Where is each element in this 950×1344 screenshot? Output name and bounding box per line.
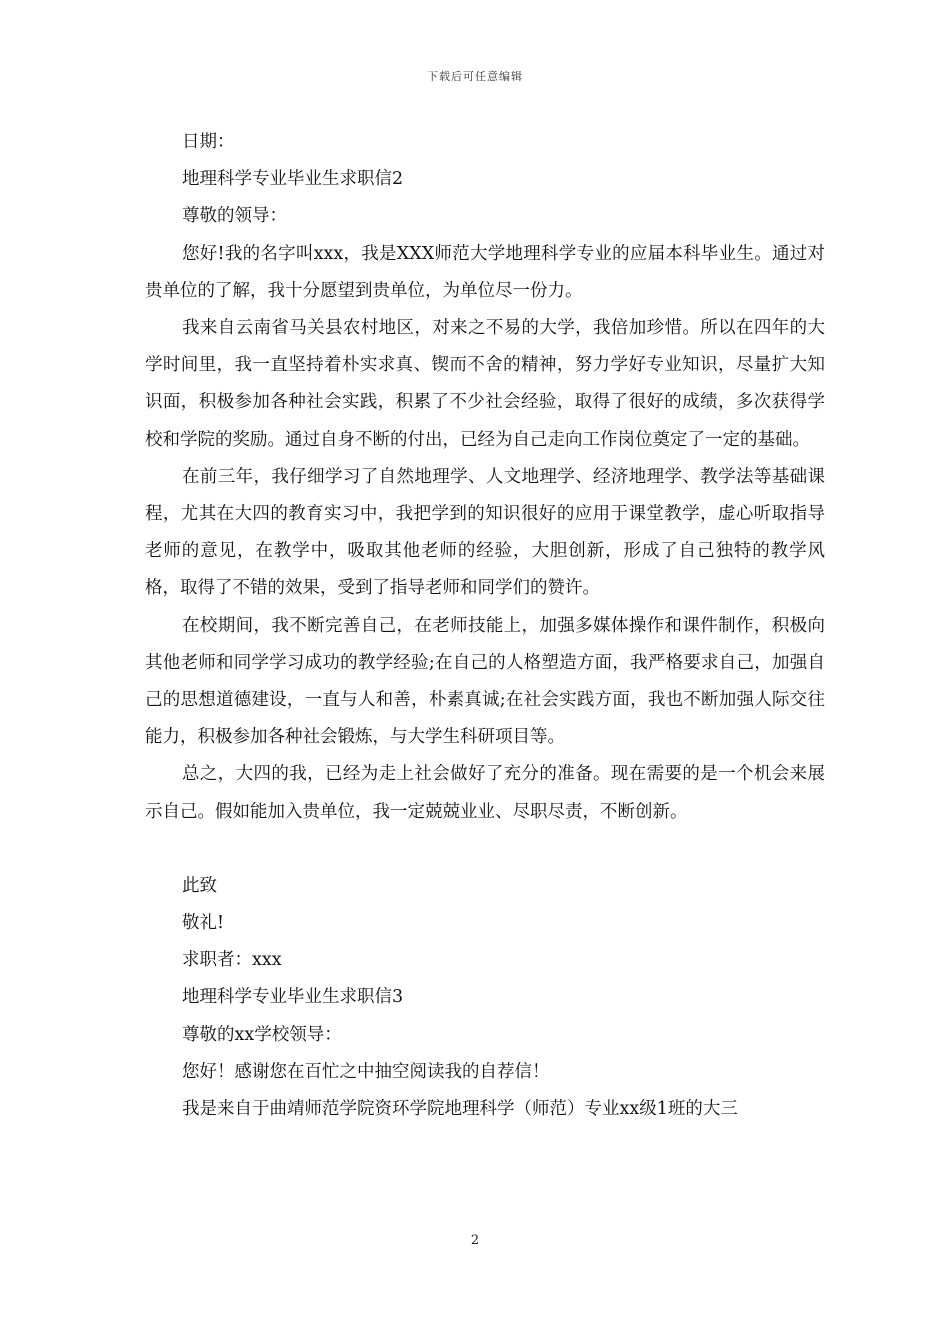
letter-title-2: 地理科学专业毕业生求职信2 <box>182 169 404 190</box>
document-body <box>145 124 825 1128</box>
paragraph-1: 您好!我的名字叫xxx，我是XXX师范大学地理科学专业的应届本科毕业生。通过对贵单位的了解，我十分愿望到贵单位，为单位尽一份力。 <box>145 243 825 301</box>
letter-hello-3: 您好！感谢您在百忙之中抽空阅读我的自荐信！ <box>182 1061 550 1082</box>
paragraph-4: 在校期间，我不断完善自己，在老师技能上，加强多媒体操作和课件制作，积极向其他老师和同学学习成功的教学经验;在自己的人格塑造方面，我严格要求自己，加强自己的思想道德建设，一直与人和善，朴素真诚;在社会实践方面，我也不断加强人际交往能力，积极参加各种社会锻炼，与大学生科研项目等。 <box>145 615 825 748</box>
date-line: 日期： <box>182 132 235 152</box>
closing-respect: 敬礼! <box>182 913 225 934</box>
letter-greeting-3: 尊敬的xx学校领导： <box>182 1024 342 1045</box>
signature: 求职者：xxx <box>182 950 282 971</box>
closing-salutation: 此致 <box>182 875 217 896</box>
blank-line <box>145 831 825 868</box>
letter-greeting-2: 尊敬的领导： <box>182 206 287 227</box>
paragraph-2: 我来自云南省马关县农村地区，对来之不易的大学，我倍加珍惜。所以在四年的大学时间里，我一直坚持着朴实求真、锲而不舍的精神，努力学好专业知识，尽量扩大知识面，积极参加各种社会实践，积累了不少社会经验，取得了很好的成绩，多次获得学校和学院的奖励。通过自身不断的付出，已经为自己走向工作岗位奠定了一定的基础。 <box>145 318 825 450</box>
page-header: 下载后可任意编辑 <box>427 70 523 83</box>
paragraph-3: 在前三年，我仔细学习了自然地理学、人文地理学、经济地理学、教学法等基础课程，尤其在大四的教育实习中，我把学到的知识很好的应用于课堂教学，虚心听取指导老师的意见，在教学中，吸取其他老师的经验，大胆创新，形成了自己独特的教学风格，取得了不错的效果，受到了指导老师和同学们的赞许。 <box>145 466 825 599</box>
letter-title-3: 地理科学专业毕业生求职信3 <box>182 987 404 1008</box>
page-number: 2 <box>470 1233 480 1248</box>
paragraph-5: 总之，大四的我，已经为走上社会做好了充分的准备。现在需要的是一个机会来展示自己。假如能加入贵单位，我一定兢兢业业、尽职尽责，不断创新。 <box>145 764 825 822</box>
letter-intro-3: 我是来自于曲靖师范学院资环学院地理科学（师范）专业xx级1班的大三 <box>182 1099 738 1120</box>
